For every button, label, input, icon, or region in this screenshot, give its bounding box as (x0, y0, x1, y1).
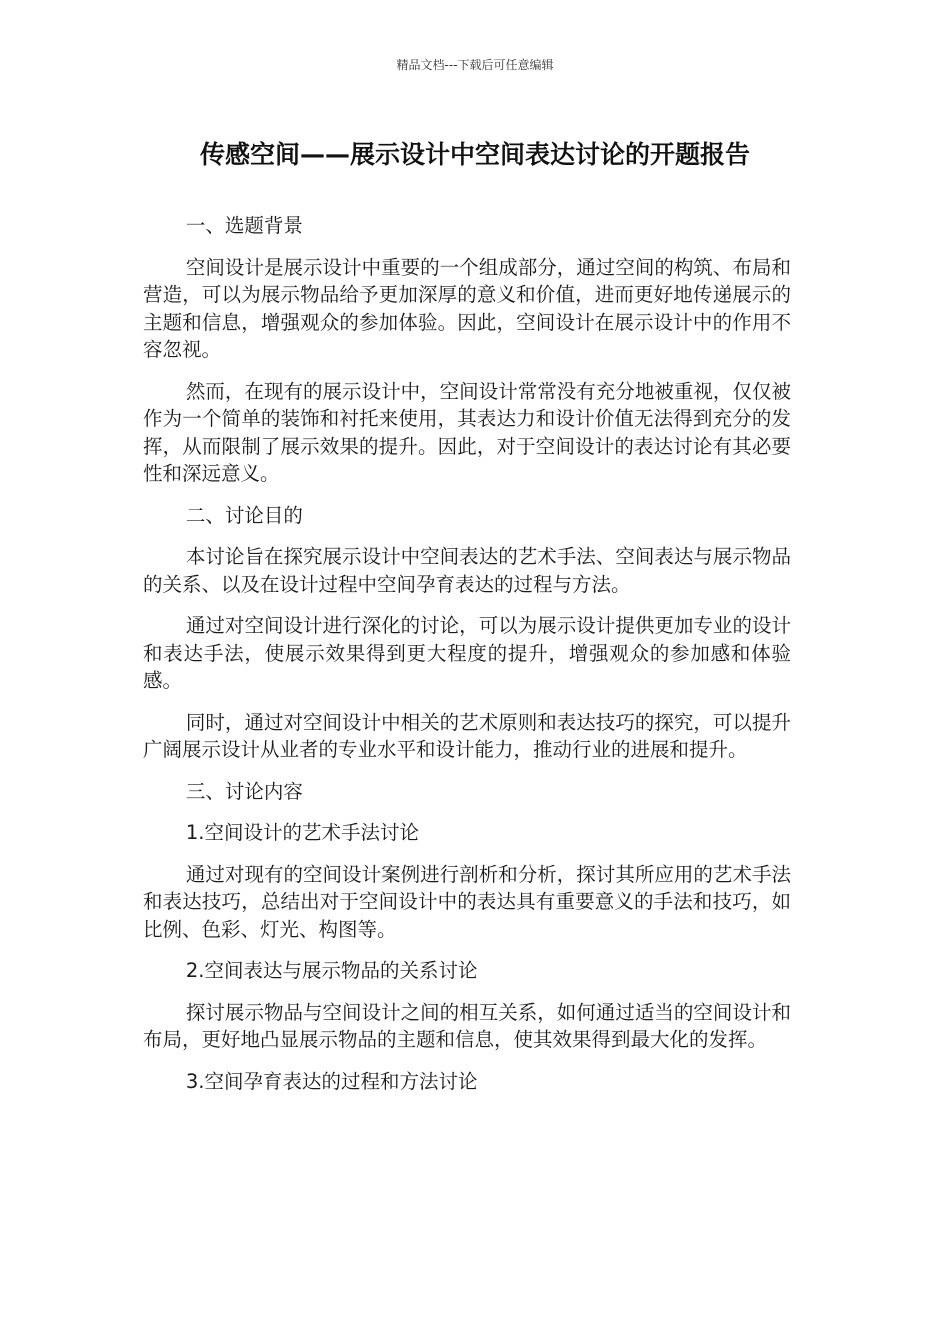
document-body (143, 212, 791, 1109)
paragraph: 空间设计是展示设计中重要的一个组成部分，通过空间的构筑、布局和营造，可以为展示物品给予更加深厚的意义和价值，进而更好地传递展示的主题和信息，增强观众的参加体验。因此，空间设计在展示设计中的作用不容忽视。 (143, 255, 791, 361)
section-heading-content: 三、讨论内容 (185, 779, 303, 803)
section-heading-background: 一、选题背景 (185, 214, 303, 237)
page-header: 精品文档---下载后可任意编辑 (396, 58, 554, 72)
paragraph: 同时，通过对空间设计中相关的艺术原则和表达技巧的探究，可以提升广阔展示设计从业者的专业水平和设计能力，推动行业的进展和提升。 (143, 710, 791, 761)
paragraph: 然而，在现有的展示设计中，空间设计常常没有充分地被重视，仅仅被作为一个简单的装饰和衬托来使用，其表达力和设计价值无法得到充分的发挥，从而限制了展示效果的提升。因此，对于空间设计的表达讨论有其必要性和深远意义。 (143, 379, 791, 485)
document-title: 传感空间——展示设计中空间表达讨论的开题报告 (199, 140, 750, 169)
subsection-heading-1: 1.空间设计的艺术手法讨论 (185, 821, 419, 844)
paragraph: 通过对现有的空间设计案例进行剖析和分析，探讨其所应用的艺术手法和表达技巧，总结出对于空间设计中的表达具有重要意义的手法和技巧，如比例、色彩、灯光、构图等。 (143, 862, 791, 941)
paragraph: 通过对空间设计进行深化的讨论，可以为展示设计提供更加专业的设计和表达手法，使展示效果得到更大程度的提升，增强观众的参加感和体验感。 (143, 614, 791, 692)
paragraph: 探讨展示物品与空间设计之间的相互关系，如何通过适当的空间设计和布局，更好地凸显展示物品的主题和信息，使其效果得到最大化的发挥。 (143, 1000, 791, 1051)
section-heading-purpose: 二、讨论目的 (185, 503, 303, 527)
paragraph: 本讨论旨在探究展示设计中空间表达的艺术手法、空间表达与展示物品的关系、以及在设计过程中空间孕育表达的过程与方法。 (143, 545, 791, 596)
subsection-heading-3: 3.空间孕育表达的过程和方法讨论 (185, 1069, 478, 1093)
subsection-heading-2: 2.空间表达与展示物品的关系讨论 (185, 959, 478, 982)
